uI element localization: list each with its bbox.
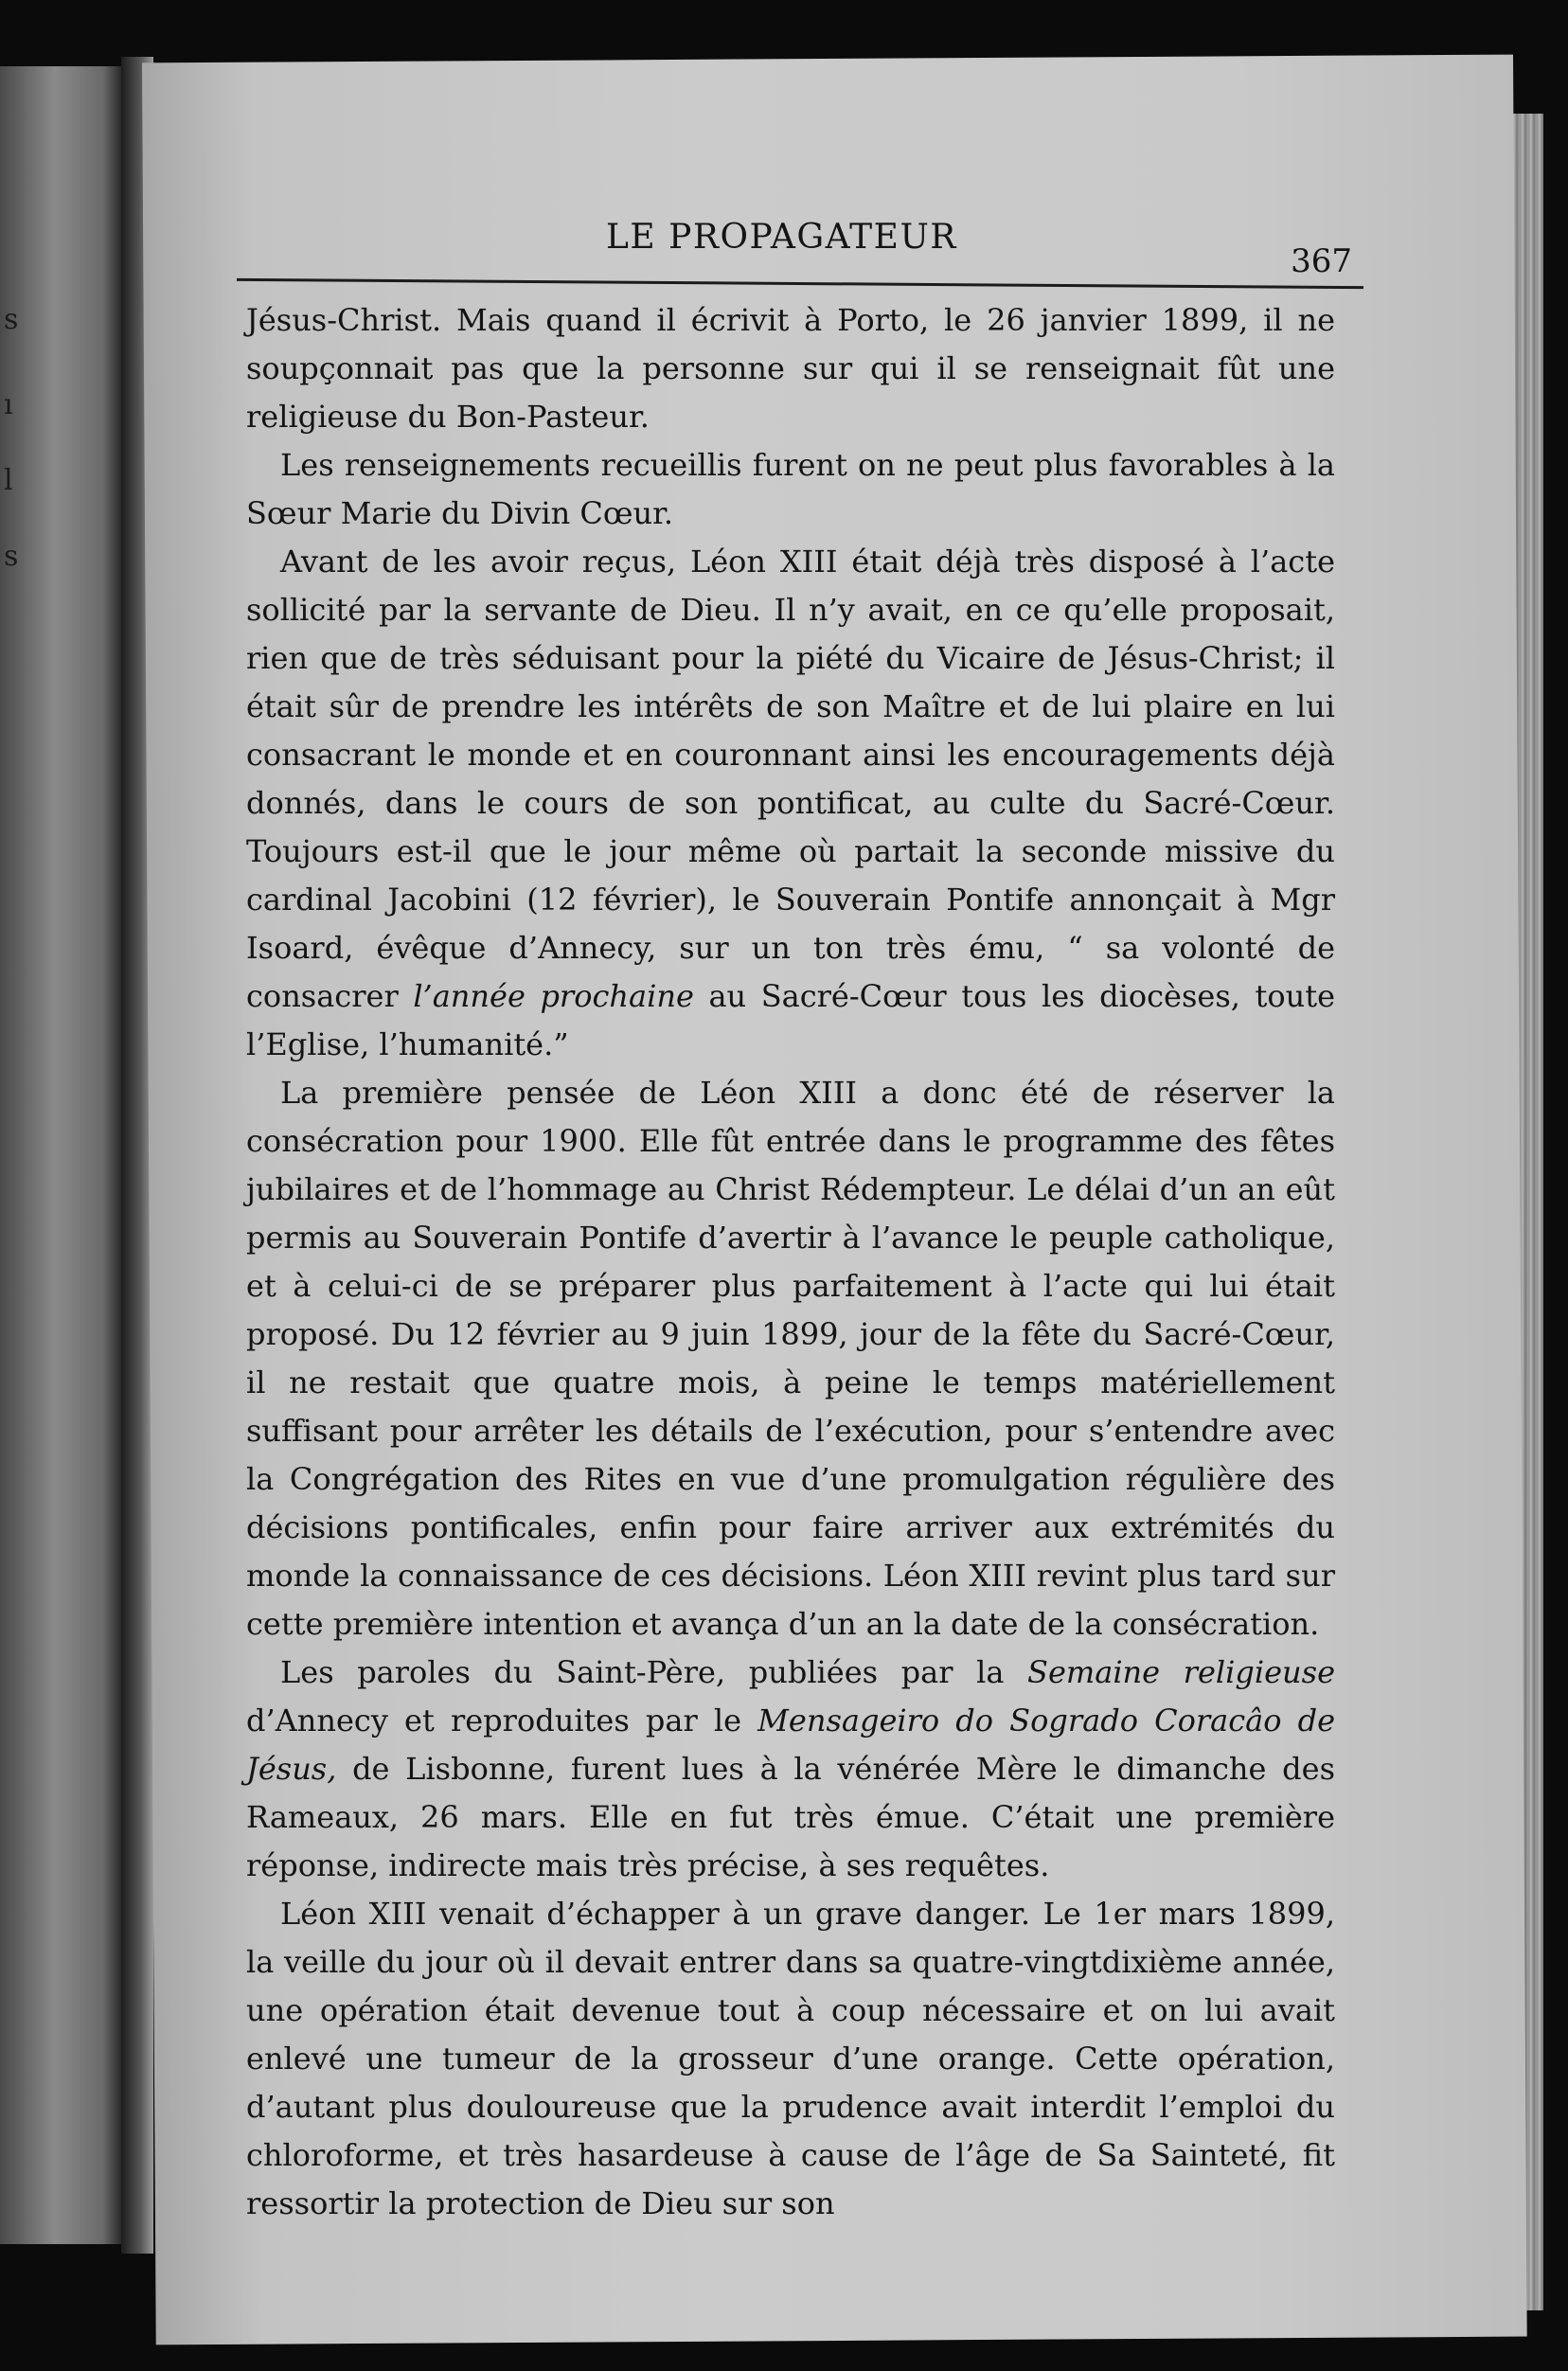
running-title: LE PROPAGATEUR [606, 218, 957, 257]
paragraph-text: au Sacré-Cœur tous les diocèses, toute l’Eglise, l’humanité.” [246, 978, 1336, 1062]
page-number: 367 [1291, 242, 1352, 280]
paragraph [246, 1890, 1335, 2228]
paragraph [246, 296, 1335, 441]
paragraph-text: de Lisbonne, furent lues à la vénérée Mère le dimanche des Rameaux, 26 mars. Elle en fut très émue. C’était une première réponse, indirecte mais très précise, à ses requêtes. [246, 1751, 1335, 1883]
header-rule [237, 278, 1363, 289]
italic-text: l’année prochaine [413, 978, 694, 1014]
paragraph-text: d’Annecy et reproduites par le [246, 1702, 758, 1738]
left-page-glyph: l [4, 464, 13, 497]
paragraph [246, 441, 1335, 538]
paragraph-text: Jésus-Christ. Mais quand il écrivit à Porto, le 26 janvier 1899, il ne soupçonnait pas que la personne sur qui il se renseignait fût une religieuse du Bon-Pasteur. [246, 302, 1335, 435]
left-page-glyph: s [4, 540, 19, 573]
paragraph [246, 1069, 1335, 1649]
paragraph-text: Avant de les avoir reçus, Léon XIII était déjà très disposé à l’acte sollicité par la servante de Dieu. Il n’y avait, en ce qu’elle proposait, rien que de très séduisant pour la piété du Vicaire de Jésus-Christ; il était sûr de prendre les intérêts de son Maître et de lui plaire en lui consacrant le monde et en couronnant ainsi les encouragements déjà donnés, dans le cours de son pontificat, au culte du Sacré-Cœur. Toujours est-il que le jour même où partait la seconde missive du cardinal Jacobini (12 février), le Souverain Pontife annonçait à Mgr Isoard, évêque d’Annecy, sur un ton très ému, “ sa volonté de consacrer [246, 544, 1335, 1014]
left-page-glyph: s [4, 303, 19, 336]
paragraph-text: Léon XIII venait d’échapper à un grave danger. Le 1er mars 1899, la veille du jour où il devait entrer dans sa quatre-vingtdixième année, une opération était devenue tout à coup nécessaire et on lui avait enlevé une tumeur de la grosseur d’une orange. Cette opération, d’autant plus douloureuse que la prudence avait interdit l’emploi du chloroforme, et très hasardeuse à cause de l’âge de Sa Sainteté, fit ressortir la protection de Dieu sur son [246, 1896, 1335, 2221]
left-page-glyph: ı [4, 388, 13, 421]
italic-text: Semaine religieuse [1027, 1654, 1336, 1690]
paragraph-text: Les renseignements recueillis furent on ne peut plus favorables à la Sœur Marie du Divin Cœur. [246, 447, 1335, 531]
left-page-edge [0, 66, 121, 2244]
italic-text: Mensageiro do Sogrado Coracâo de Jésus, [246, 1702, 1336, 1787]
body-text [246, 296, 1335, 2228]
paragraph-text: Les paroles du Saint-Père, publiées par la [280, 1654, 1028, 1690]
page-content [246, 218, 1352, 2228]
running-header [246, 218, 1352, 280]
paragraph [246, 538, 1335, 1069]
paragraph [246, 1649, 1335, 1890]
paragraph-text: La première pensée de Léon XIII a donc été de réserver la consécration pour 1900. Elle fût entrée dans le programme des fêtes jubilaires et de l’hommage au Christ Rédempteur. Le délai d’un an eût permis au Souverain Pontife d’avertir à l’avance le peuple catholique, et à celui-ci de se préparer plus parfaitement à l’acte qui lui était proposé. Du 12 février au 9 juin 1899, jour de la fête du Sacré-Cœur, il ne restait que quatre mois, à peine le temps matériellement suffisant pour arrêter les détails de l’exécution, pour s’entendre avec la Congrégation des Rites en vue d’une promulgation régulière des décisions pontificales, enfin pour faire arriver aux extrémités du monde la connaissance de ces décisions. Léon XIII revint plus tard sur cette première intention et avança d’un an la date de la consécration. [246, 1075, 1335, 1642]
